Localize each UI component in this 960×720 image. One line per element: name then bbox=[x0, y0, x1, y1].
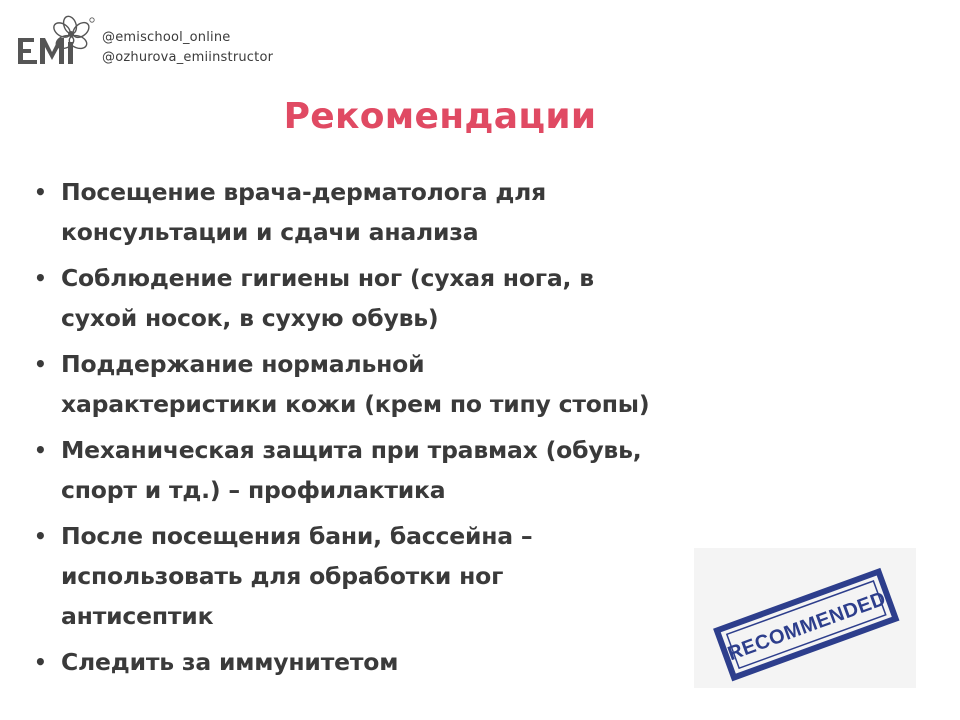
list-item-line: Следить за иммунитетом bbox=[61, 648, 399, 676]
list-item bbox=[34, 258, 694, 338]
list-item bbox=[34, 430, 694, 510]
list-item bbox=[34, 172, 694, 252]
list-item-line: Соблюдение гигиены ног (сухая нога, в bbox=[61, 264, 594, 292]
list-item-line: использовать для обработки ног bbox=[61, 562, 504, 590]
page-title: Рекомендации bbox=[283, 96, 597, 137]
list-item bbox=[34, 642, 694, 682]
list-item-line: сухой носок, в сухую обувь) bbox=[61, 304, 439, 332]
list-item-line: Механическая защита при травмах (обувь, bbox=[61, 436, 642, 464]
list-item-line: антисептик bbox=[61, 602, 214, 630]
list-item-line: Поддержание нормальной bbox=[61, 350, 425, 378]
stamp-text: RECOMMENDED bbox=[724, 587, 890, 666]
social-handles bbox=[102, 28, 273, 68]
list-item-line: Посещение врача-дерматолога для bbox=[61, 178, 547, 206]
bullet-icon: • bbox=[34, 650, 47, 674]
list-item-line: консультации и сдачи анализа bbox=[61, 218, 479, 246]
list-item-line: После посещения бани, бассейна – bbox=[61, 522, 533, 550]
bullet-icon: • bbox=[34, 438, 47, 462]
instagram-handle-school[interactable]: @emischool_online bbox=[102, 30, 231, 45]
recommended-stamp-icon bbox=[694, 548, 916, 688]
list-item bbox=[34, 344, 694, 424]
list-item-line: характеристики кожи (крем по типу стопы) bbox=[61, 390, 650, 418]
instagram-handle-instructor[interactable]: @ozhurova_emiinstructor bbox=[102, 50, 274, 65]
bullet-icon: • bbox=[34, 524, 47, 548]
flower-logo-icon bbox=[14, 14, 98, 70]
bullet-icon: • bbox=[34, 180, 47, 204]
bullet-icon: • bbox=[34, 266, 47, 290]
list-item bbox=[34, 516, 694, 636]
recommended-stamp bbox=[694, 548, 916, 688]
emi-logo bbox=[14, 14, 98, 70]
bullet-icon: • bbox=[34, 352, 47, 376]
recommendations-list bbox=[34, 172, 694, 688]
list-item-line: спорт и тд.) – профилактика bbox=[61, 476, 446, 504]
